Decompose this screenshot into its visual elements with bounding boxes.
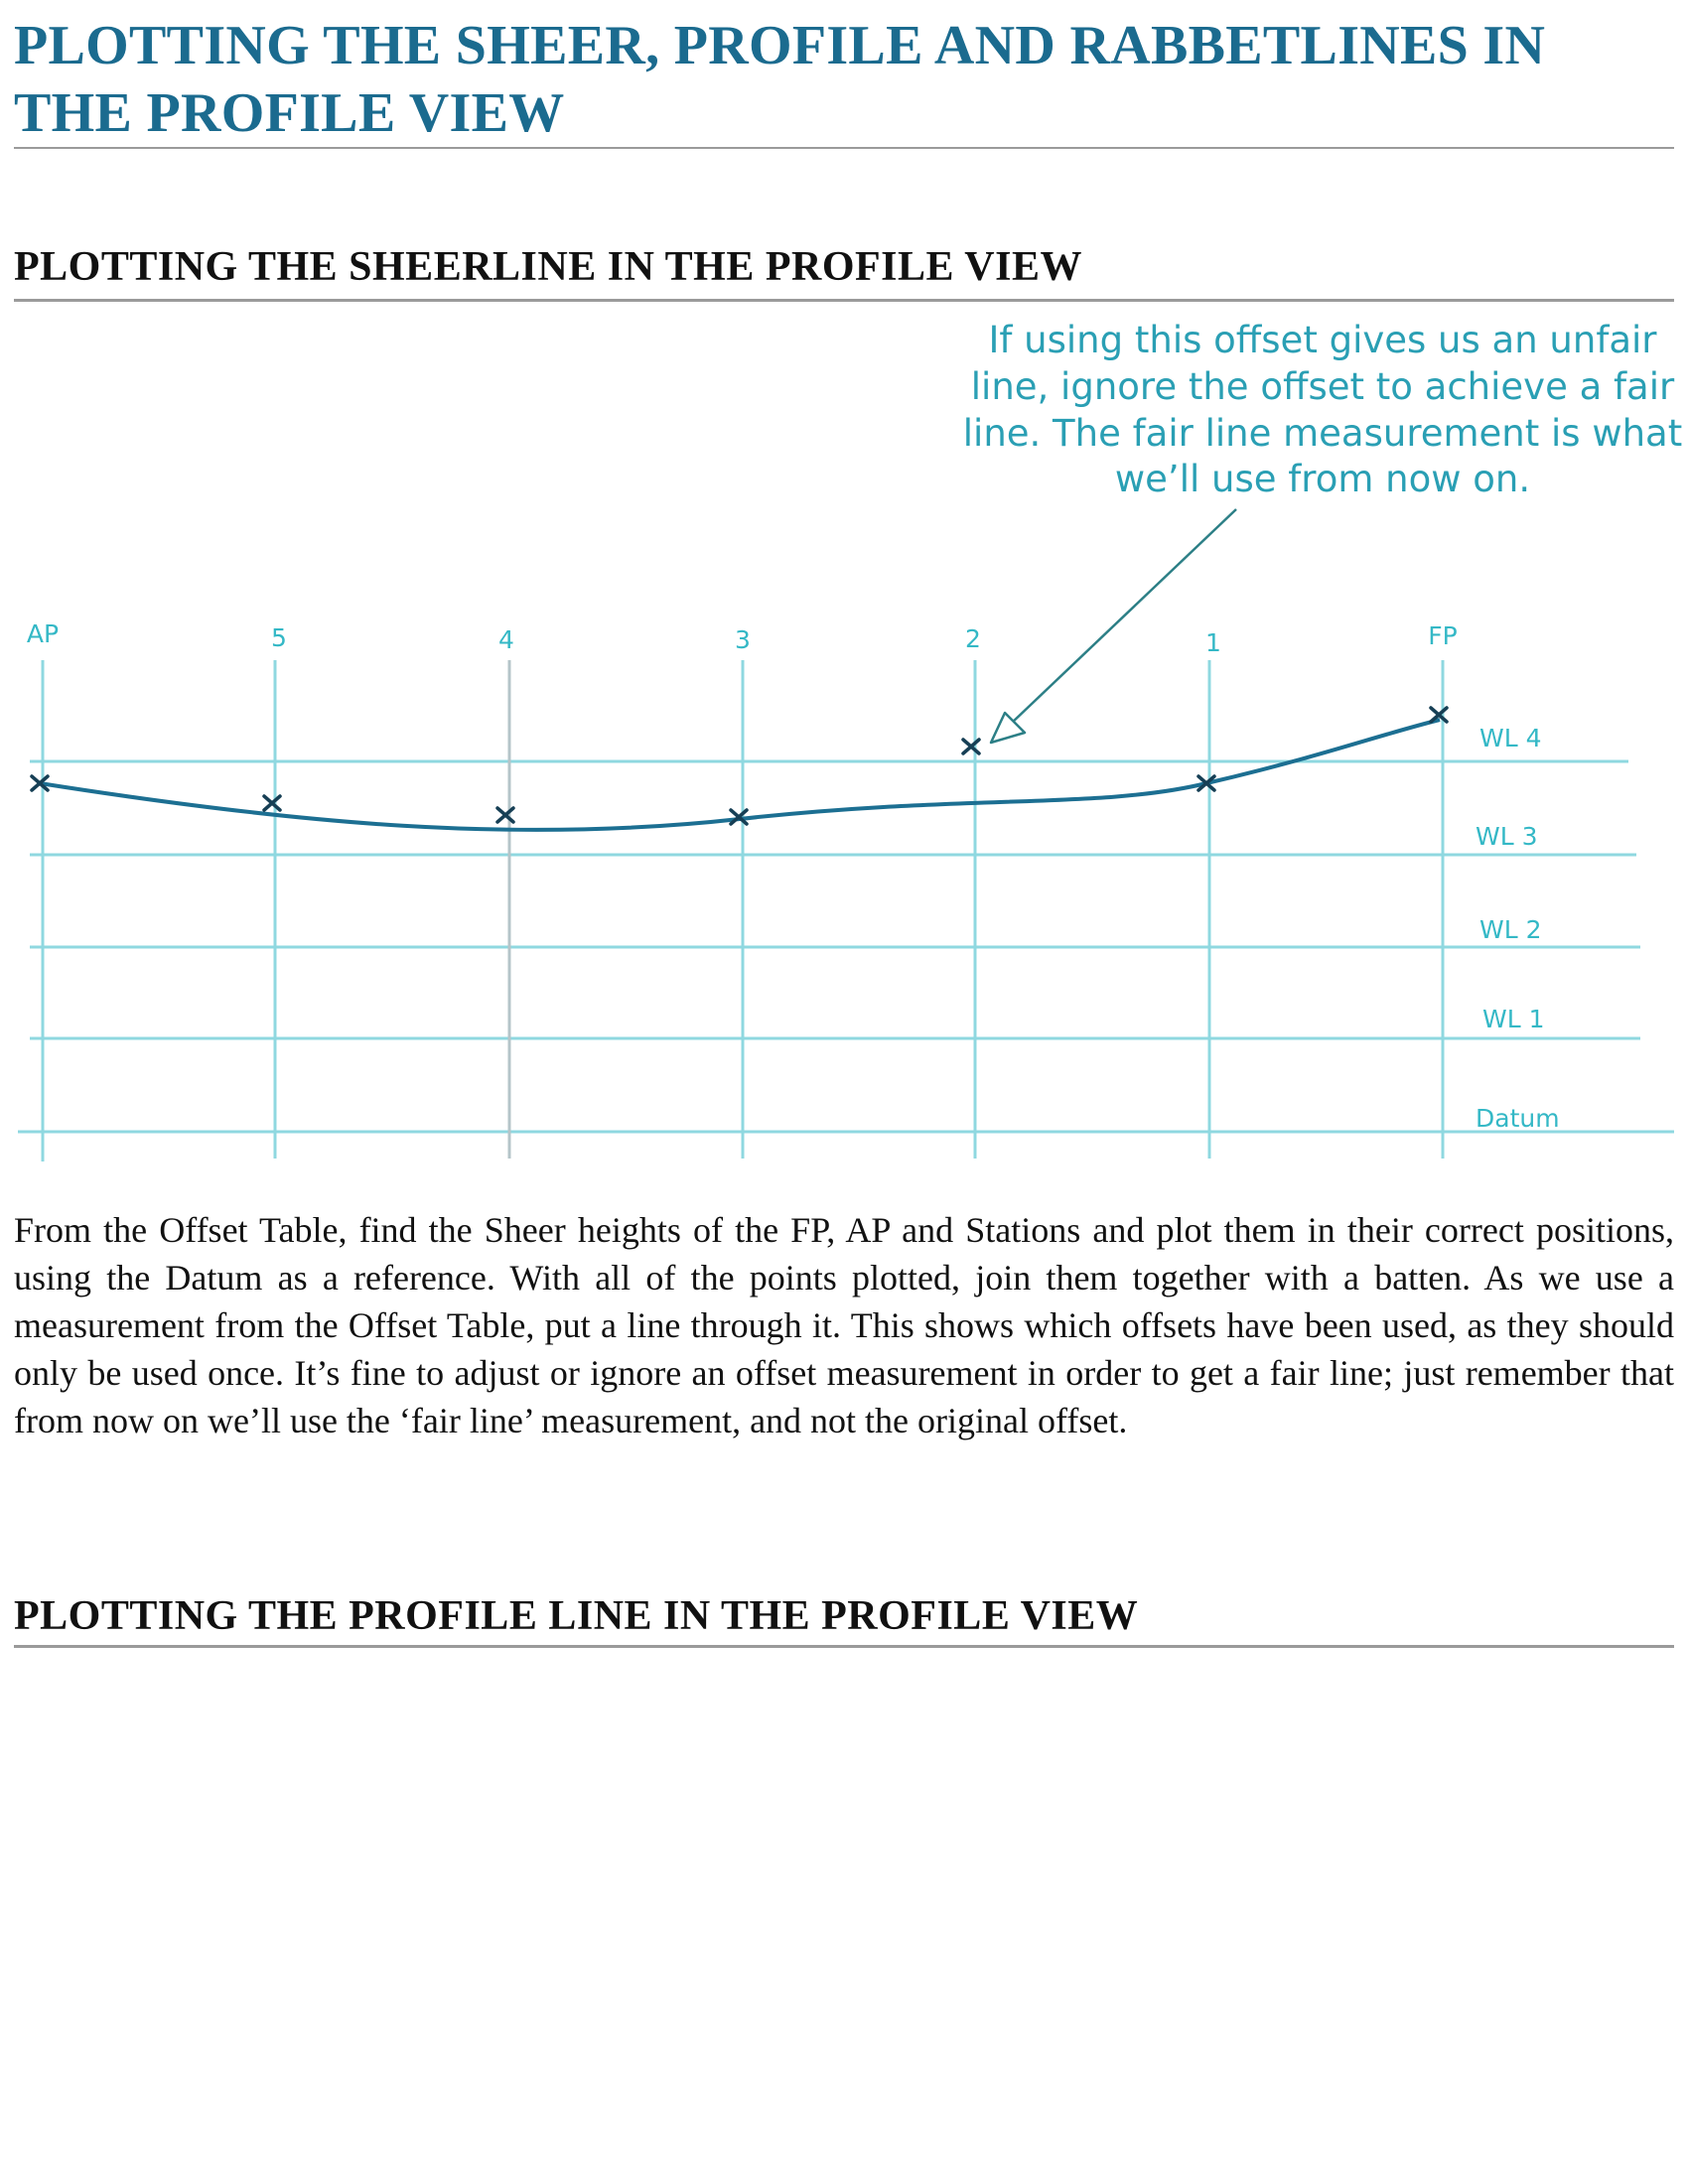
offset-mark-4 — [497, 808, 513, 822]
offset-mark-5 — [264, 796, 280, 810]
body-paragraph: From the Offset Table, find the Sheer heights of the FP, AP and Stations and plot them in their correct positions, using the Datum as a reference. With all of the points plotted, join them together with a batten. As we use a measurement from the Offset Table, put a line through it. This shows which offsets have been used, as they should only be used once. It’s fine to adjust or ignore an offset measurement in order to get a fair line; just remember that from now on we’ll use the ‘fair line’ measurement, and not the original offset. — [14, 1210, 1674, 1440]
station-label-3: 3 — [735, 625, 751, 654]
sheerline-diagram-svg — [0, 303, 1688, 1166]
waterline-label-wl2: WL 2 — [1479, 915, 1542, 944]
section-divider-profile-line — [14, 1645, 1674, 1648]
section-heading-profile-line: PLOTTING THE PROFILE LINE IN THE PROFILE VIEW — [14, 1593, 1139, 1639]
sheerline-diagram — [0, 303, 1688, 1166]
station-label-1: 1 — [1205, 628, 1221, 657]
section-divider-sheerline — [14, 299, 1674, 302]
callout-line-1: If using this offset gives us an unfair — [988, 319, 1657, 361]
callout-arrow-line — [1011, 509, 1236, 724]
station-label-ap: AP — [26, 619, 60, 648]
callout-line-4: we’ll use from now on. — [1114, 458, 1531, 500]
offset-mark-2-unfair — [963, 740, 979, 753]
section-heading-sheerline: PLOTTING THE SHEERLINE IN THE PROFILE VIEW — [14, 244, 1082, 290]
waterline-label-wl3: WL 3 — [1476, 822, 1538, 851]
waterline-label-datum: Datum — [1476, 1104, 1560, 1133]
page-title: PLOTTING THE SHEER, PROFILE AND RABBETLINES IN THE PROFILE VIEW — [14, 15, 1546, 144]
station-label-fp: FP — [1428, 621, 1458, 650]
callout-arrow-head — [991, 713, 1025, 743]
title-divider — [14, 147, 1674, 149]
station-label-2: 2 — [965, 624, 981, 653]
waterline-label-wl1: WL 1 — [1482, 1005, 1545, 1033]
callout-line-3: line. The fair line measurement is what — [962, 412, 1683, 455]
sheer-line — [40, 720, 1440, 830]
station-label-4: 4 — [498, 625, 514, 654]
offset-marks — [32, 708, 1447, 824]
waterline-label-wl4: WL 4 — [1479, 724, 1542, 752]
station-label-5: 5 — [271, 623, 287, 652]
callout-line-2: line, ignore the offset to achieve a fair — [970, 365, 1675, 408]
